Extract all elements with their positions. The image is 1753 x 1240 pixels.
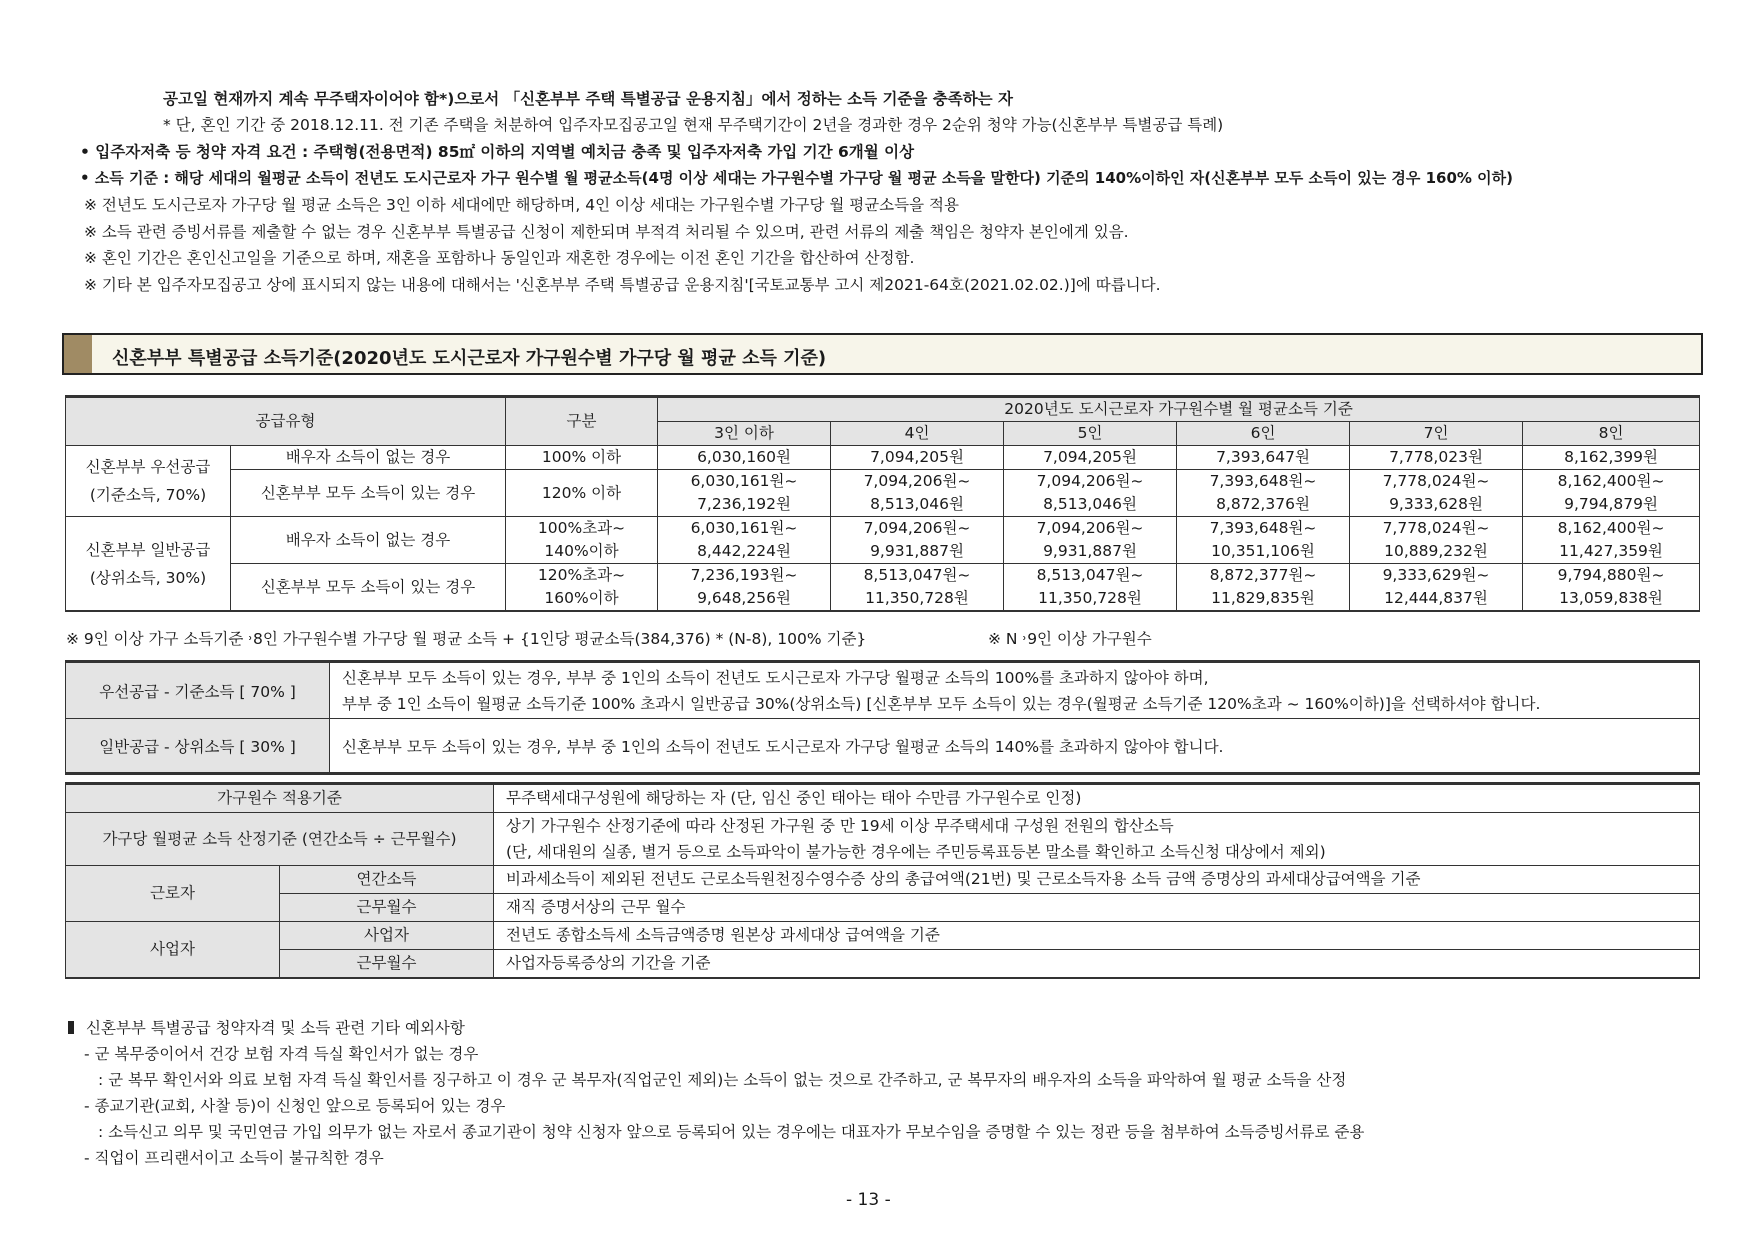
cell-value: 6,030,161원~ <box>658 517 831 541</box>
cell-value: 7,778,023원 <box>1350 446 1523 470</box>
cell-value: 7,236,193원~ <box>658 564 831 588</box>
table-row <box>66 470 1700 494</box>
cell-value: 8,513,047원~ <box>1004 564 1177 588</box>
header-col-4: 4인 <box>831 422 1004 446</box>
basis-worker: 근로자 <box>66 866 280 922</box>
exception-line-3: - 종교기관(교회, 사찰 등)이 신청인 앞으로 등록되어 있는 경우 <box>84 1097 506 1115</box>
cell-value: 11,350,728원 <box>831 587 1004 611</box>
basis-business-months-label: 근무월수 <box>280 950 494 979</box>
table-row <box>66 446 1700 470</box>
exception-line-4: : 소득신고 의무 및 국민연금 가입 의무가 없는 자로서 종교기관이 청약 신청자 앞으로 등록되어 있는 경우에는 대표자가 무보수임을 증명할 수 있는 정관 등을 첨부하여 소득증빙서류로 준용 <box>98 1123 1365 1141</box>
supply-criteria-box <box>65 660 1700 775</box>
cell-value: 11,829,835원 <box>1177 587 1350 611</box>
intro-line-1: 공고일 현재까지 계속 무주택자이어야 함*)으로서 「신혼부부 주택 특별공급 운용지침」에서 정하는 소득 기준을 충족하는 자 <box>163 90 1014 108</box>
cell-value: 10,351,106원 <box>1177 540 1350 564</box>
table-row <box>66 813 1700 866</box>
basis-household-label: 가구원수 적용기준 <box>66 784 494 813</box>
cell-value: 9,931,887원 <box>1004 540 1177 564</box>
basis-income-text-1: 상기 가구원수 산정기준에 따라 산정된 가구원 중 만 19세 이상 무주택세대 구성원 전원의 합산소득 <box>506 817 1174 835</box>
cell-value: 9,794,880원~ <box>1523 564 1700 588</box>
cell-value: 8,513,047원~ <box>831 564 1004 588</box>
intro-note-4: ※ 기타 본 입주자모집공고 상에 표시되지 않는 내용에 대해서는 '신혼부부 주택 특별공급 운용지침'[국토교통부 고시 제2021-64호(2021.02.02.)]에 따릅니다. <box>84 276 1161 294</box>
row-type: 신혼부부 모두 소득이 있는 경우 <box>231 564 506 612</box>
cell-value: 8,162,399원 <box>1523 446 1700 470</box>
basis-income-text-2: (단, 세대원의 실종, 별거 등으로 소득파악이 불가능한 경우에는 주민등록표등본 말소를 확인하고 소득신청 대상에서 제외) <box>506 843 1326 861</box>
group-general <box>66 517 231 612</box>
cell-value: 13,059,838원 <box>1523 587 1700 611</box>
cell-value: 8,872,376원 <box>1177 493 1350 517</box>
intro-line-2: * 단, 혼인 기간 중 2018.12.11. 전 기존 주택을 처분하여 입주자모집공고일 현재 무주택기간이 2년을 경과한 경우 2순위 청약 가능(신혼부부 특별공급 특례) <box>163 116 1224 134</box>
section-header-bar <box>64 335 92 373</box>
row-type: 신혼부부 모두 소득이 있는 경우 <box>231 470 506 517</box>
basis-business: 사업자 <box>66 922 280 979</box>
exception-line-5: - 직업이 프리랜서이고 소득이 불규칙한 경우 <box>84 1149 384 1167</box>
header-division: 구분 <box>506 397 658 446</box>
basis-business-label: 사업자 <box>280 922 494 950</box>
exceptions-title <box>68 1016 465 1038</box>
cell-value: 7,236,192원 <box>658 493 831 517</box>
table-row <box>66 894 1700 922</box>
cell-value: 8,513,046원 <box>831 493 1004 517</box>
cell-value: 7,094,205원 <box>831 446 1004 470</box>
header-income-group: 2020년도 도시근로자 가구원수별 월 평균소득 기준 <box>658 397 1700 422</box>
priority-label: 우선공급 - 기준소득 [ 70% ] <box>66 662 330 719</box>
cell-value: 9,648,256원 <box>658 587 831 611</box>
cell-value: 7,393,648원~ <box>1177 517 1350 541</box>
row-div: 120%초과~ <box>506 564 658 588</box>
row-div: 100%초과~ <box>506 517 658 541</box>
cell-value: 7,393,648원~ <box>1177 470 1350 494</box>
table-row <box>66 784 1700 813</box>
basis-household-text: 무주택세대구성원에 해당하는 자 (단, 임신 중인 태아는 태아 수만큼 가구원수로 인정) <box>494 784 1700 813</box>
exception-line-2: : 군 복무 확인서와 의료 보험 자격 득실 확인서를 징구하고 이 경우 군 복무자(직업군인 제외)는 소득이 없는 것으로 간주하고, 군 복무자의 배우자의 소득을 파악하여 월 평균 소득을 산정 <box>98 1071 1347 1089</box>
cell-value: 6,030,161원~ <box>658 470 831 494</box>
cell-value: 7,393,647원 <box>1177 446 1350 470</box>
income-basis-table <box>65 782 1700 979</box>
cell-value: 7,778,024원~ <box>1350 470 1523 494</box>
cell-value: 9,794,879원 <box>1523 493 1700 517</box>
cell-value: 8,872,377원~ <box>1177 564 1350 588</box>
group-priority-label: 신혼부부 우선공급 <box>85 458 211 476</box>
basis-worker-annual-label: 연간소득 <box>280 866 494 894</box>
table-row <box>66 950 1700 979</box>
table-row <box>66 922 1700 950</box>
table-row <box>66 517 1700 541</box>
basis-business-text: 전년도 종합소득세 소득금액증명 원본상 과세대상 급여액을 기준 <box>494 922 1700 950</box>
section-header <box>62 333 1703 375</box>
cell-value: 8,513,046원 <box>1004 493 1177 517</box>
priority-text-1: 신혼부부 모두 소득이 있는 경우, 부부 중 1인의 소득이 전년도 도시근로자 가구당 월평균 소득의 100%를 초과하지 않아야 하며, <box>342 668 1209 687</box>
row-div: 160%이하 <box>506 587 658 611</box>
header-col-8: 8인 <box>1523 422 1700 446</box>
nine-household-note: ※ 9인 이상 가구 소득기준 ˒8인 가구원수별 가구당 월 평균 소득 + {1인당 평균소득(384,376) * (N-8), 100% 기준} <box>66 630 867 648</box>
group-general-sub: (상위소득, 30%) <box>89 568 207 587</box>
header-col-6: 6인 <box>1177 422 1350 446</box>
cell-value: 7,094,206원~ <box>1004 470 1177 494</box>
square-bullet-icon <box>68 1021 74 1034</box>
cell-value: 7,094,205원 <box>1004 446 1177 470</box>
header-supply-type: 공급유형 <box>66 397 506 446</box>
basis-business-months-text: 사업자등록증상의 기간을 기준 <box>494 950 1700 979</box>
page-number: - 13 - <box>846 1190 891 1210</box>
cell-value: 7,778,024원~ <box>1350 517 1523 541</box>
priority-text <box>330 662 1700 719</box>
cell-value: 9,333,628원 <box>1350 493 1523 517</box>
income-table <box>65 395 1700 612</box>
header-col-3: 3인 이하 <box>658 422 831 446</box>
cell-value: 7,094,206원~ <box>1004 517 1177 541</box>
cell-value: 8,162,400원~ <box>1523 470 1700 494</box>
basis-income-label: 가구당 월평균 소득 산정기준 (연간소득 ÷ 근무월수) <box>66 813 494 866</box>
intro-note-3: ※ 혼인 기간은 혼인신고일을 기준으로 하며, 재혼을 포함하나 동일인과 재혼한 경우에는 이전 혼인 기간을 합산하여 산정함. <box>84 249 915 267</box>
basis-income-text <box>494 813 1700 866</box>
basis-worker-months-text: 재직 증명서상의 근무 월수 <box>494 894 1700 922</box>
cell-value: 8,442,224원 <box>658 540 831 564</box>
intro-note-1: ※ 전년도 도시근로자 가구당 월 평균 소득은 3인 이하 세대에만 해당하며, 4인 이상 세대는 가구원수별 가구당 월 평균소득을 적용 <box>84 196 959 214</box>
cell-value: 11,427,359원 <box>1523 540 1700 564</box>
row-div: 120% 이하 <box>506 470 658 517</box>
intro-bullet-1: • 입주자저축 등 청약 자격 요건 : 주택형(전용면적) 85㎡ 이하의 지역별 예치금 충족 및 입주자저축 가입 기간 6개월 이상 <box>80 143 915 161</box>
table-row <box>66 866 1700 894</box>
basis-worker-months-label: 근무월수 <box>280 894 494 922</box>
cell-value: 8,162,400원~ <box>1523 517 1700 541</box>
group-priority <box>66 446 231 517</box>
cell-value: 9,333,629원~ <box>1350 564 1523 588</box>
group-priority-sub: (기준소득, 70%) <box>89 486 207 504</box>
general-label: 일반공급 - 상위소득 [ 30% ] <box>66 719 330 774</box>
exceptions-title-text: 신혼부부 특별공급 청약자격 및 소득 관련 기타 예외사항 <box>86 1019 465 1037</box>
nine-household-n-note: ※ N ˒9인 이상 가구원수 <box>988 630 1152 648</box>
group-general-label: 신혼부부 일반공급 <box>85 540 211 559</box>
intro-note-2: ※ 소득 관련 증빙서류를 제출할 수 없는 경우 신혼부부 특별공급 신청이 제한되며 부적격 처리될 수 있으며, 관련 서류의 제출 책임은 청약자 본인에게 있음. <box>84 223 1129 241</box>
section-title: 신혼부부 특별공급 소득기준(2020년도 도시근로자 가구원수별 가구당 월 평균 소득 기준) <box>112 348 827 369</box>
table-row <box>66 564 1700 588</box>
row-div: 100% 이하 <box>506 446 658 470</box>
header-col-7: 7인 <box>1350 422 1523 446</box>
header-col-5: 5인 <box>1004 422 1177 446</box>
cell-value: 7,094,206원~ <box>831 517 1004 541</box>
cell-value: 6,030,160원 <box>658 446 831 470</box>
cell-value: 12,444,837원 <box>1350 587 1523 611</box>
priority-text-2: 부부 중 1인 소득이 월평균 소득기준 100% 초과시 일반공급 30%(상위소득) [신혼부부 모두 소득이 있는 경우(월평균 소득기준 120%초과 ~ 160%이하)]을 선택하셔야 합니다. <box>342 694 1541 713</box>
cell-value: 7,094,206원~ <box>831 470 1004 494</box>
row-type: 배우자 소득이 없는 경우 <box>231 517 506 564</box>
row-type: 배우자 소득이 없는 경우 <box>231 446 506 470</box>
row-div: 140%이하 <box>506 540 658 564</box>
exception-line-1: - 군 복무중이어서 건강 보험 자격 득실 확인서가 없는 경우 <box>84 1045 479 1063</box>
basis-worker-annual-text: 비과세소득이 제외된 전년도 근로소득원천징수영수증 상의 총급여액(21번) 및 근로소득자용 소득 금액 증명상의 과세대상급여액을 기준 <box>494 866 1700 894</box>
general-text: 신혼부부 모두 소득이 있는 경우, 부부 중 1인의 소득이 전년도 도시근로자 가구당 월평균 소득의 140%를 초과하지 않아야 합니다. <box>330 719 1700 774</box>
intro-bullet-2: • 소득 기준 : 해당 세대의 월평균 소득이 전년도 도시근로자 가구 원수별 월 평균소득(4명 이상 세대는 가구원수별 가구당 월 평균 소득을 말한다) 기준의 140%이하인 자(신혼부부 모두 소득이 있는 경우 160% 이하) <box>80 169 1514 187</box>
cell-value: 11,350,728원 <box>1004 587 1177 611</box>
cell-value: 10,889,232원 <box>1350 540 1523 564</box>
cell-value: 9,931,887원 <box>831 540 1004 564</box>
